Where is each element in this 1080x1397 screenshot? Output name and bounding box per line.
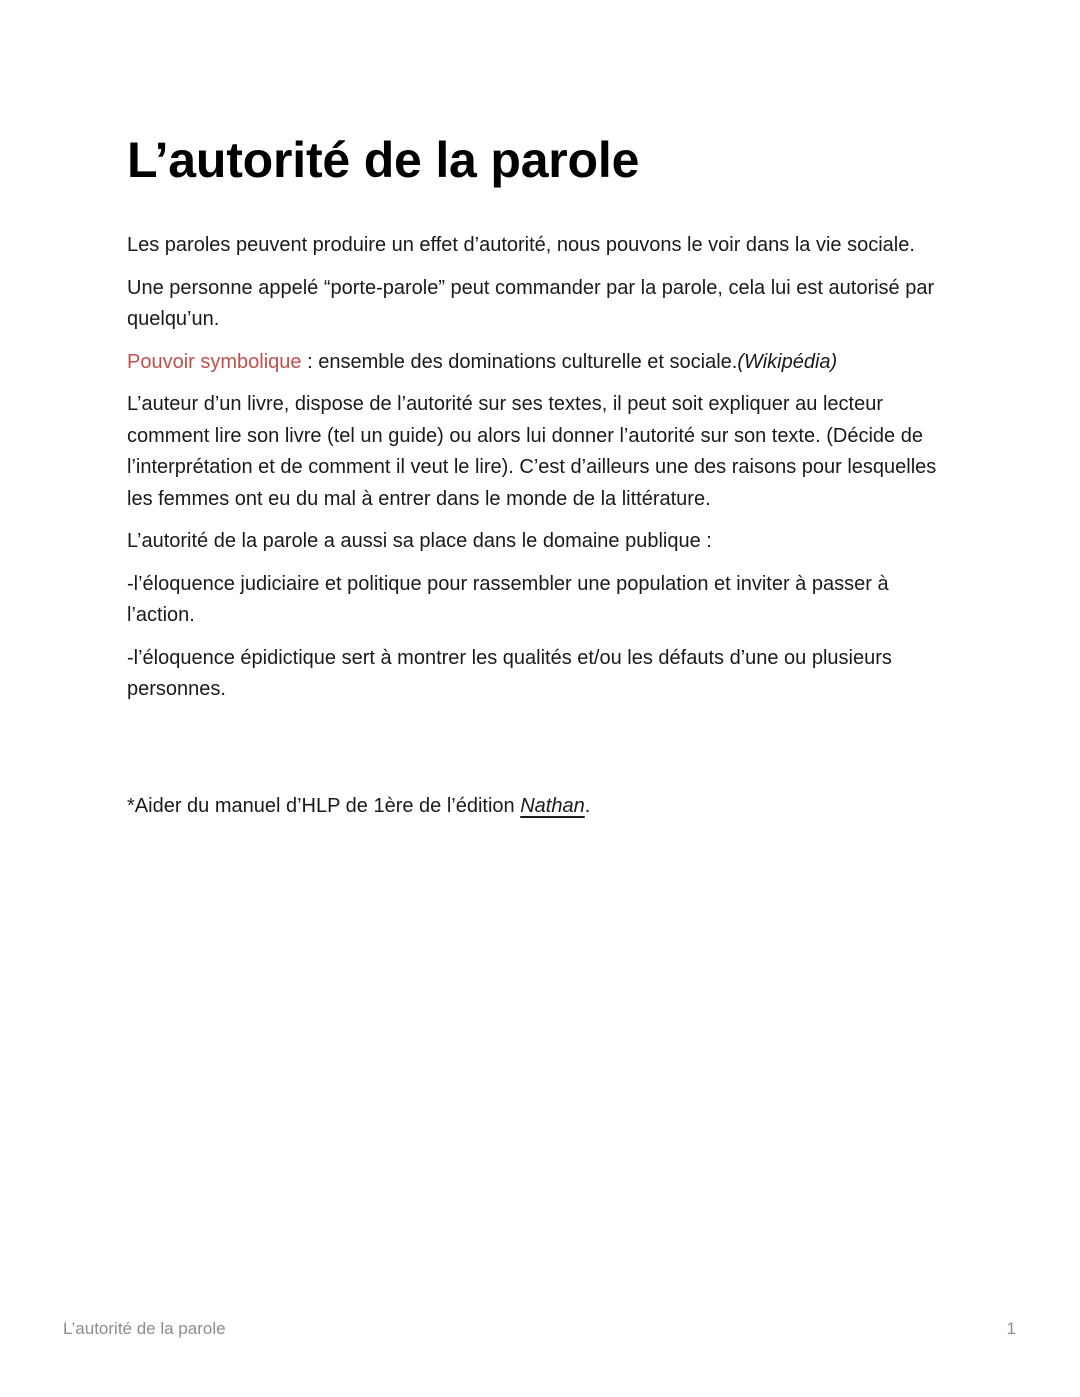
paragraph-intro: Les paroles peuvent produire un effet d’autorité, nous pouvons le voir dans la vie sociale.	[127, 234, 915, 256]
page-title: L’autorité de la parole	[127, 132, 640, 188]
source-note-prefix: *Aider du manuel d’HLP de 1ère de l’édition	[127, 795, 521, 817]
paragraph-judicial-eloquence: -l’éloquence judiciaire et politique pour rassembler une population et inviter à passer à l’action.	[127, 572, 889, 626]
document-body	[127, 230, 957, 717]
paragraph-porte-parole: Une personne appelé “porte-parole” peut commander par la parole, cela lui est autorisé par quelqu’un.	[127, 276, 935, 330]
definition-source: (Wikipédia)	[737, 350, 838, 373]
paragraph-public-domain: L’autorité de la parole a aussi sa place dans le domaine publique :	[127, 530, 712, 552]
paragraph-epidictic-eloquence: -l’éloquence épidictique sert à montrer les qualités et/ou les défauts d’une ou plusieurs personnes.	[127, 646, 892, 700]
source-note-suffix: .	[584, 795, 591, 817]
definition-text: : ensemble des dominations culturelle et sociale.	[301, 350, 738, 373]
footer-title: L’autorité de la parole	[63, 1319, 226, 1338]
footer-page-number: 1	[1006, 1319, 1016, 1338]
paragraph-definition	[127, 347, 957, 379]
source-note	[127, 791, 590, 823]
source-note-publisher: Nathan	[520, 795, 585, 817]
paragraph-author: L’auteur d’un livre, dispose de l’autorité sur ses textes, il peut soit expliquer au lecteur comment lire son livre (tel un guide) ou alors lui donner l’autorité sur son texte. (Décide de l’interprétation et de comment il veut le lire). C’est d’ailleurs une des raisons pour lesquelles les femmes ont eu du mal à entrer dans le monde de la littérature.	[127, 393, 937, 510]
definition-term: Pouvoir symbolique	[127, 350, 302, 373]
